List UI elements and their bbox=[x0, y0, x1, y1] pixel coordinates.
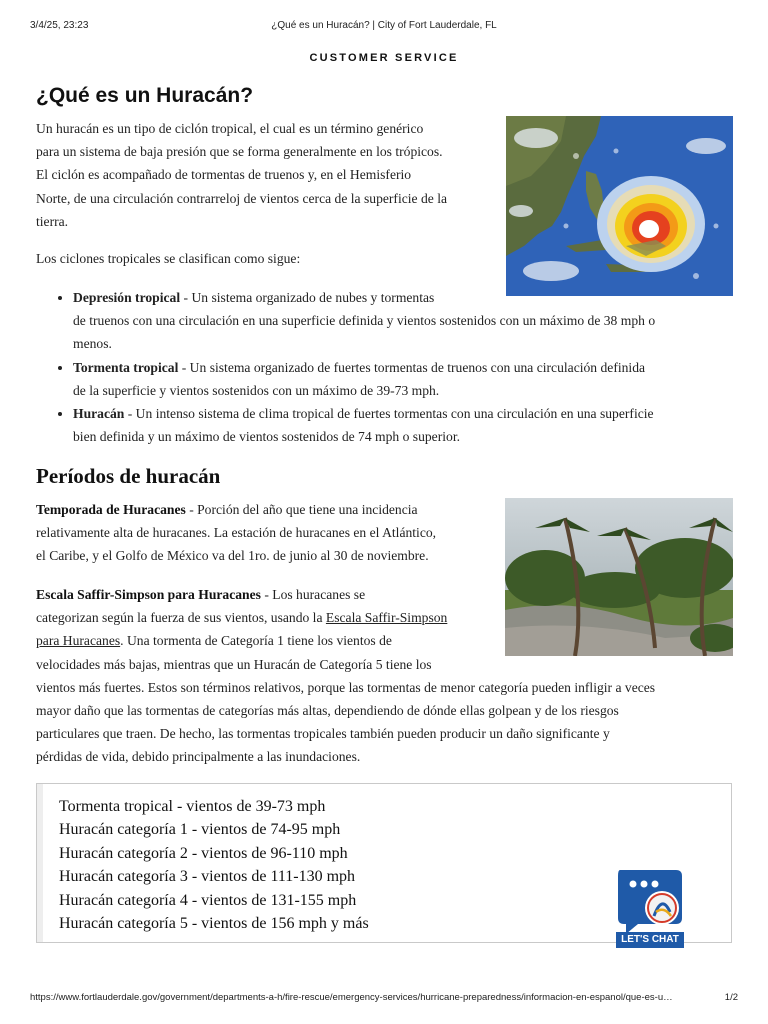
print-url: https://www.fortlauderdale.gov/government/departments-a-h/fire-rescue/emergency-services/hurricane-preparedness/informacion-en-espanol/que-es-u… bbox=[30, 992, 673, 1003]
print-header bbox=[0, 18, 768, 34]
chat-label: LET'S CHAT bbox=[621, 934, 679, 945]
print-page-number: 1/2 bbox=[724, 992, 738, 1003]
print-datetime: 3/4/25, 23:23 bbox=[30, 20, 89, 31]
list-item bbox=[73, 356, 768, 402]
intro-line: Norte, de una circulación contrarreloj de vientos cerca de la superficie de la bbox=[36, 190, 448, 206]
saffir-line: particulares que traen. De hecho, las tormentas tropicales también pueden producir un daño significante y bbox=[36, 726, 610, 742]
term-tormenta: Tormenta tropical bbox=[73, 359, 179, 375]
print-footer bbox=[0, 992, 768, 1008]
saffir-line: vientos más fuertes. Estos son términos relativos, porque las tormentas de menor categoría pueden infligir a veces bbox=[36, 679, 656, 695]
section-label[interactable]: CUSTOMER SERVICE bbox=[309, 52, 459, 64]
scale-item: Huracán categoría 4 - vientos de 131-155 mph bbox=[59, 891, 357, 909]
saffir-term: Escala Saffir-Simpson para Huracanes bbox=[36, 587, 261, 602]
satellite-illustration bbox=[506, 116, 733, 296]
term-depresion: Depresión tropical bbox=[73, 290, 181, 305]
print-page-title: ¿Qué es un Huracán? | City of Fort Lauderdale, FL bbox=[271, 20, 497, 31]
classification-list bbox=[36, 286, 768, 448]
scale-item: Huracán categoría 5 - vientos de 156 mph y más bbox=[59, 915, 369, 933]
scale-item: Huracán categoría 3 - vientos de 111-130 mph bbox=[59, 868, 356, 886]
term-desc: - Un intenso sistema de clima tropical de fuertes tormentas con una circulación en una superficie bbox=[124, 406, 654, 422]
intro-paragraph bbox=[36, 117, 447, 233]
article-title: ¿Qué es un Huracán? bbox=[36, 84, 254, 107]
season-text: - Porción del año que tiene una incidencia bbox=[185, 502, 418, 517]
intro-line: para un sistema de baja presión que se forma generalmente en los trópicos. bbox=[36, 144, 443, 160]
term-desc-line: bien definida y un máximo de vientos sostenidos de 74 mph o superior. bbox=[73, 429, 460, 445]
saffir-line: mayor daño que las tormentas de categorías más altas, dependiendo de dónde ellas golpean y de los riesgos bbox=[36, 703, 619, 719]
blockquote-bar bbox=[37, 784, 43, 942]
term-desc: - Un sistema organizado de nubes y tormentas bbox=[180, 290, 435, 305]
season-line: el Caribe, y el Golfo de México va del 1ro. de junio al 30 de noviembre. bbox=[36, 548, 429, 564]
hurricane-satellite-image bbox=[506, 116, 733, 296]
saffir-text: . Una tormenta de Categoría 1 tiene los vientos de bbox=[120, 633, 392, 649]
intro-line: Un huracán es un tipo de ciclón tropical, el cual es un término genérico bbox=[36, 121, 424, 136]
season-paragraph bbox=[36, 498, 436, 568]
saffir-scale-link[interactable]: Escala Saffir-Simpson bbox=[325, 610, 448, 626]
list-item bbox=[73, 402, 768, 448]
periods-heading: Períodos de huracán bbox=[36, 464, 221, 488]
list-item bbox=[73, 286, 768, 356]
saffir-scale-link-cont[interactable]: para Huracanes bbox=[36, 633, 121, 649]
term-desc-line: menos. bbox=[73, 336, 112, 352]
scale-list bbox=[59, 795, 369, 935]
scale-item: Tormenta tropical - vientos de 39-73 mph bbox=[59, 798, 326, 815]
classification-intro: Los ciclones tropicales se clasifican como sigue: bbox=[36, 251, 301, 266]
term-desc-line: de la superficie y vientos sostenidos con un máximo de 39-73 mph. bbox=[73, 382, 440, 398]
scale-item: Huracán categoría 2 - vientos de 96-110 mph bbox=[59, 844, 348, 862]
saffir-paragraph bbox=[36, 583, 655, 769]
lets-chat-button[interactable] bbox=[616, 868, 684, 948]
saffir-text: - Los huracanes se bbox=[260, 587, 366, 602]
term-desc-line: de truenos con una circulación en una superficie definida y vientos sostenidos con un máximo de 38 mph o bbox=[73, 313, 656, 329]
saffir-line: velocidades más bajas, mientras que un Huracán de Categoría 5 tiene los bbox=[36, 656, 432, 672]
saffir-text: categorizan según la fuerza de sus vientos, usando la bbox=[36, 610, 326, 626]
term-huracan: Huracán bbox=[73, 406, 125, 422]
saffir-line: pérdidas de vida, debido principalmente a las inundaciones. bbox=[36, 749, 361, 765]
season-line: relativamente alta de huracanes. La estación de huracanes en el Atlántico, bbox=[36, 525, 437, 541]
scale-item: Huracán categoría 1 - vientos de 74-95 mph bbox=[59, 821, 341, 839]
term-desc: - Un sistema organizado de fuertes tormentas de truenos con una circulación definida bbox=[178, 359, 646, 375]
intro-line: tierra. bbox=[36, 213, 69, 229]
intro-line: El ciclón es acompañado de tormentas de truenos y, en el Hemisferio bbox=[36, 167, 412, 183]
season-term: Temporada de Huracanes bbox=[36, 502, 186, 517]
